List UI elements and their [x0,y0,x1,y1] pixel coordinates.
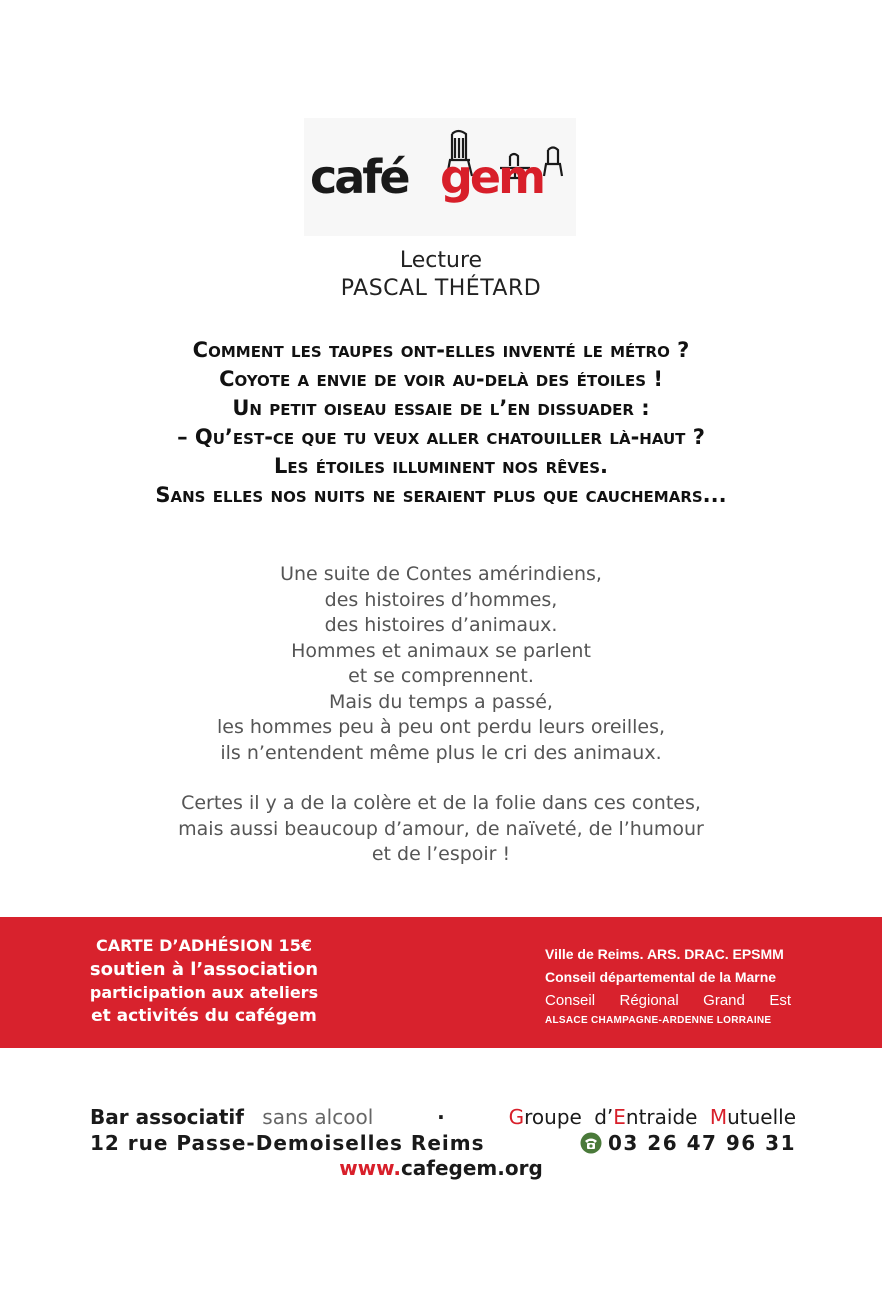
pitch-line: Les étoiles illuminent nos rêves. [273,454,609,478]
partner-region-word: Conseil [545,992,596,1009]
address: 12 rue Passe-Demoiselles Reims [90,1131,485,1155]
logo-gem-text: gem [440,150,544,204]
partner-region [545,989,791,1013]
sans-alcool-label: sans alcool [262,1105,374,1129]
membership-info [70,935,338,1028]
website-domain: cafegem.org [400,1156,543,1180]
description-line: mais aussi beaucoup d’amour, de naïveté, de l’humour [178,817,704,840]
gem-full-name [509,1105,796,1129]
description-line: et se comprennent. [348,665,534,687]
partners-list [545,943,791,1029]
footer-separator: · [437,1105,445,1129]
gem-word-rest: roupe [524,1105,582,1129]
footer-contact [90,1104,796,1156]
partner-department: Conseil départemental de la Marne [545,969,777,985]
website-prefix: www. [339,1156,401,1180]
gem-initial-m: M [709,1105,728,1129]
pitch-line: Comment les taupes ont-elles inventé le métro ? [192,338,690,362]
pitch-block [0,336,882,510]
membership-activities: et activités du cafégem [91,1006,317,1026]
partner-region-word: Grand [703,992,745,1009]
phone-icon [580,1132,602,1154]
website-link[interactable] [0,1156,882,1180]
membership-workshops: participation aux ateliers [89,983,319,1002]
phone-number[interactable] [580,1131,796,1155]
bar-label: Bar associatif [90,1105,244,1129]
event-author: PASCAL THÉTARD [340,276,542,301]
gem-word-rest: utuelle [727,1105,796,1129]
pitch-line: – Qu’est-ce que tu veux aller chatouiller là-haut ? [177,425,705,449]
description-paragraph-2 [0,791,882,868]
pitch-line: Coyote a envie de voir au-delà des étoiles ! [219,367,663,391]
gem-initial-g: G [508,1105,525,1129]
partner-region-subtitle: ALSACE CHAMPAGNE-ARDENNE LORRAINE [545,1015,772,1026]
gem-word-rest: ntraide [625,1105,698,1129]
gem-word-de: d’ [594,1105,614,1129]
chairs-table-icon [0,0,882,240]
description-line: Certes il y a de la colère et de la folie dans ces contes, [181,792,701,814]
partner-city: Ville de Reims. ARS. DRAC. EPSMM [545,946,784,962]
membership-support: soutien à l’association [89,959,319,980]
partner-region-word: Régional [619,992,679,1009]
membership-band [0,917,882,1048]
event-type: Lecture [399,248,483,273]
logo-cafe-text: café [310,150,408,204]
description-line: Mais du temps a passé, [329,690,553,713]
phone-digits: 03 26 47 96 31 [607,1131,796,1155]
description-line: des histoires d’hommes, [324,588,558,611]
description-line: et de l’espoir ! [371,843,511,865]
description-line: les hommes peu à peu ont perdu leurs oreilles, [216,716,666,738]
pitch-line: Sans elles nos nuits ne seraient plus que cauchemars... [155,483,727,507]
description-line: ils n’entendent même plus le cri des animaux. [220,741,662,764]
footer-line-1 [90,1104,796,1130]
description-line: Hommes et animaux se parlent [291,639,591,662]
description-paragraph-1 [0,562,882,766]
pitch-line: Un petit oiseau essaie de l’en dissuader : [232,396,650,420]
description-line: Une suite de Contes amérindiens, [280,563,602,585]
footer-line-2 [90,1130,796,1156]
description-line: des histoires d’animaux. [324,614,558,636]
gem-initial-e: E [613,1105,626,1129]
membership-card-price: CARTE D’ADHÉSION 15€ [96,936,312,955]
partner-region-word: Est [769,992,791,1009]
